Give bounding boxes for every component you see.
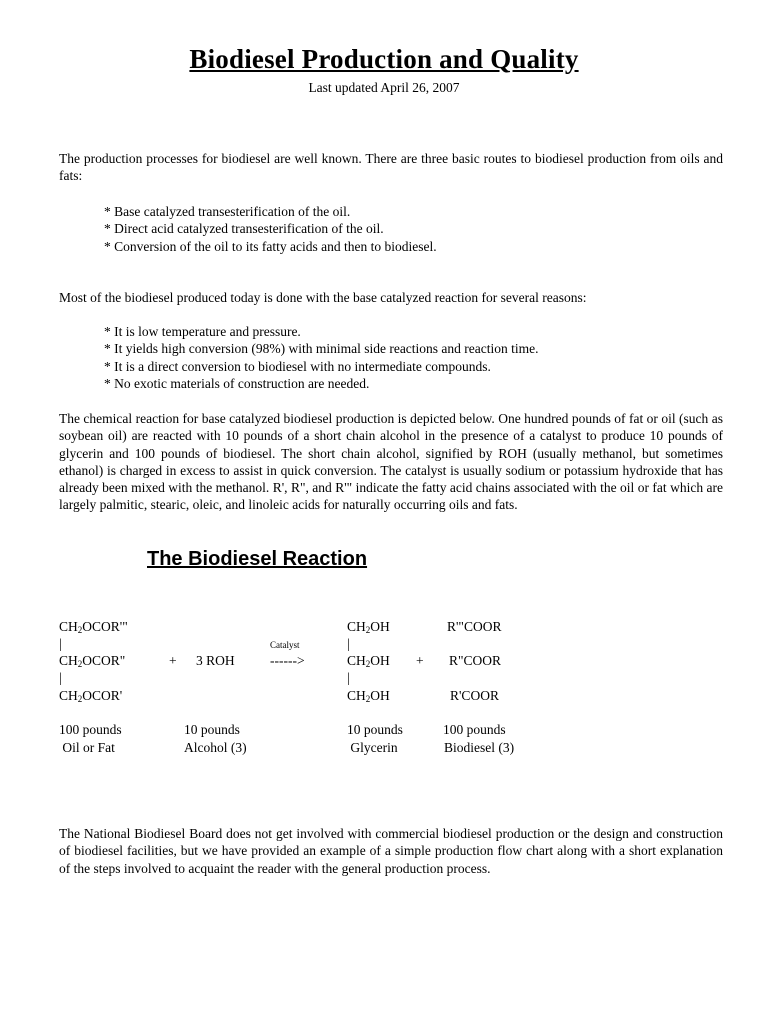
amount-name: Alcohol (3) <box>184 740 247 755</box>
bond-bar: | <box>59 636 62 651</box>
glycerin-top: $CH_2OH$ <box>347 619 390 635</box>
amount-name: Glycerin <box>347 740 398 755</box>
ester-top: R'"COOR <box>447 619 502 634</box>
ester-mid: R"COOR <box>449 653 502 668</box>
glycerin-bot: $CH_2OH$ <box>347 688 390 704</box>
list-item: * Direct acid catalyzed transesterification of the oil. <box>104 221 384 237</box>
bond-bar: | <box>59 670 62 685</box>
list-item: * It is low temperature and pressure. <box>104 324 301 339</box>
list-item: * Base catalyzed transesterification of the oil. <box>104 204 351 219</box>
last-updated: Last updated April 26, 2007 <box>308 80 460 95</box>
plus-sign: + <box>416 653 424 668</box>
amount-name: Oil or Fat <box>59 740 115 755</box>
reactant-top: $CH_2OCOR'$" <box>59 619 128 635</box>
list-item: * It is a direct conversion to biodiesel with no intermediate compounds. <box>104 358 491 374</box>
list-item: * No exotic materials of construction are needed. <box>104 375 370 391</box>
bond-bar: | <box>347 670 350 685</box>
reactant-bot: $CH_2OCOR'$ <box>59 688 123 704</box>
amount-name: Biodiesel (3) <box>444 740 515 755</box>
catalyst-label: Catalyst <box>270 640 300 650</box>
plus-sign: + <box>169 653 177 668</box>
list-item: * It yields high conversion (98%) with minimal side reactions and reaction time. <box>104 341 539 357</box>
glycerin-mid: $CH_2OH$ <box>347 653 390 669</box>
intro-paragraph: The production processes for biodiesel are well known. There are three basic routes to biodiesel production from oils and fats: <box>59 151 723 184</box>
routes-list <box>104 203 704 255</box>
reasons-intro: Most of the biodiesel produced today is done with the base catalyzed reaction for several reasons: <box>59 290 587 305</box>
amount-qty: 10 pounds <box>184 722 240 737</box>
reaction-heading: The Biodiesel Reaction <box>147 548 368 570</box>
reactant-mid: $CH_2OCOR$" <box>59 653 126 669</box>
reagent-roh: 3 ROH <box>196 653 235 668</box>
amount-qty: 10 pounds <box>347 722 403 737</box>
reasons-list <box>104 323 704 392</box>
list-item: * Conversion of the oil to its fatty acids and then to biodiesel. <box>104 238 437 254</box>
reaction-arrow: ------> <box>270 653 305 668</box>
chemistry-paragraph: The chemical reaction for base catalyzed biodiesel production is depicted below. One hundred pounds of fat or oil (such as soybean oil) are reacted with 10 pounds of a short chain alcohol in the presence of a catalyst to produce 10 pounds of glycerin and 100 pounds of biodiesel. The short chain alcohol, signified by ROH (usually methanol, but sometimes ethanol) is charged in excess to assist in quick conversion. The catalyst is usually sodium or potassium hydroxide that has already been mixed with the methanol. R', R", and R'" indicate the fatty acid chains associated with the oil or fat which are largely palmitic, stearic, oleic, and linoleic acids for naturally occurring oils and fats. <box>59 411 723 513</box>
closing-paragraph: The National Biodiesel Board does not get involved with commercial biodiesel production or the design and construction of biodiesel facilities, but we have provided an example of a simple production flow chart along with a short explanation of the steps involved to acquaint the reader with the general production process. <box>59 826 723 876</box>
amount-qty: 100 pounds <box>443 722 506 737</box>
bond-bar: | <box>347 636 350 651</box>
ester-bot: R'COOR <box>450 688 499 703</box>
document-title: Biodiesel Production and Quality <box>189 44 579 74</box>
amount-qty: 100 pounds <box>59 722 122 737</box>
